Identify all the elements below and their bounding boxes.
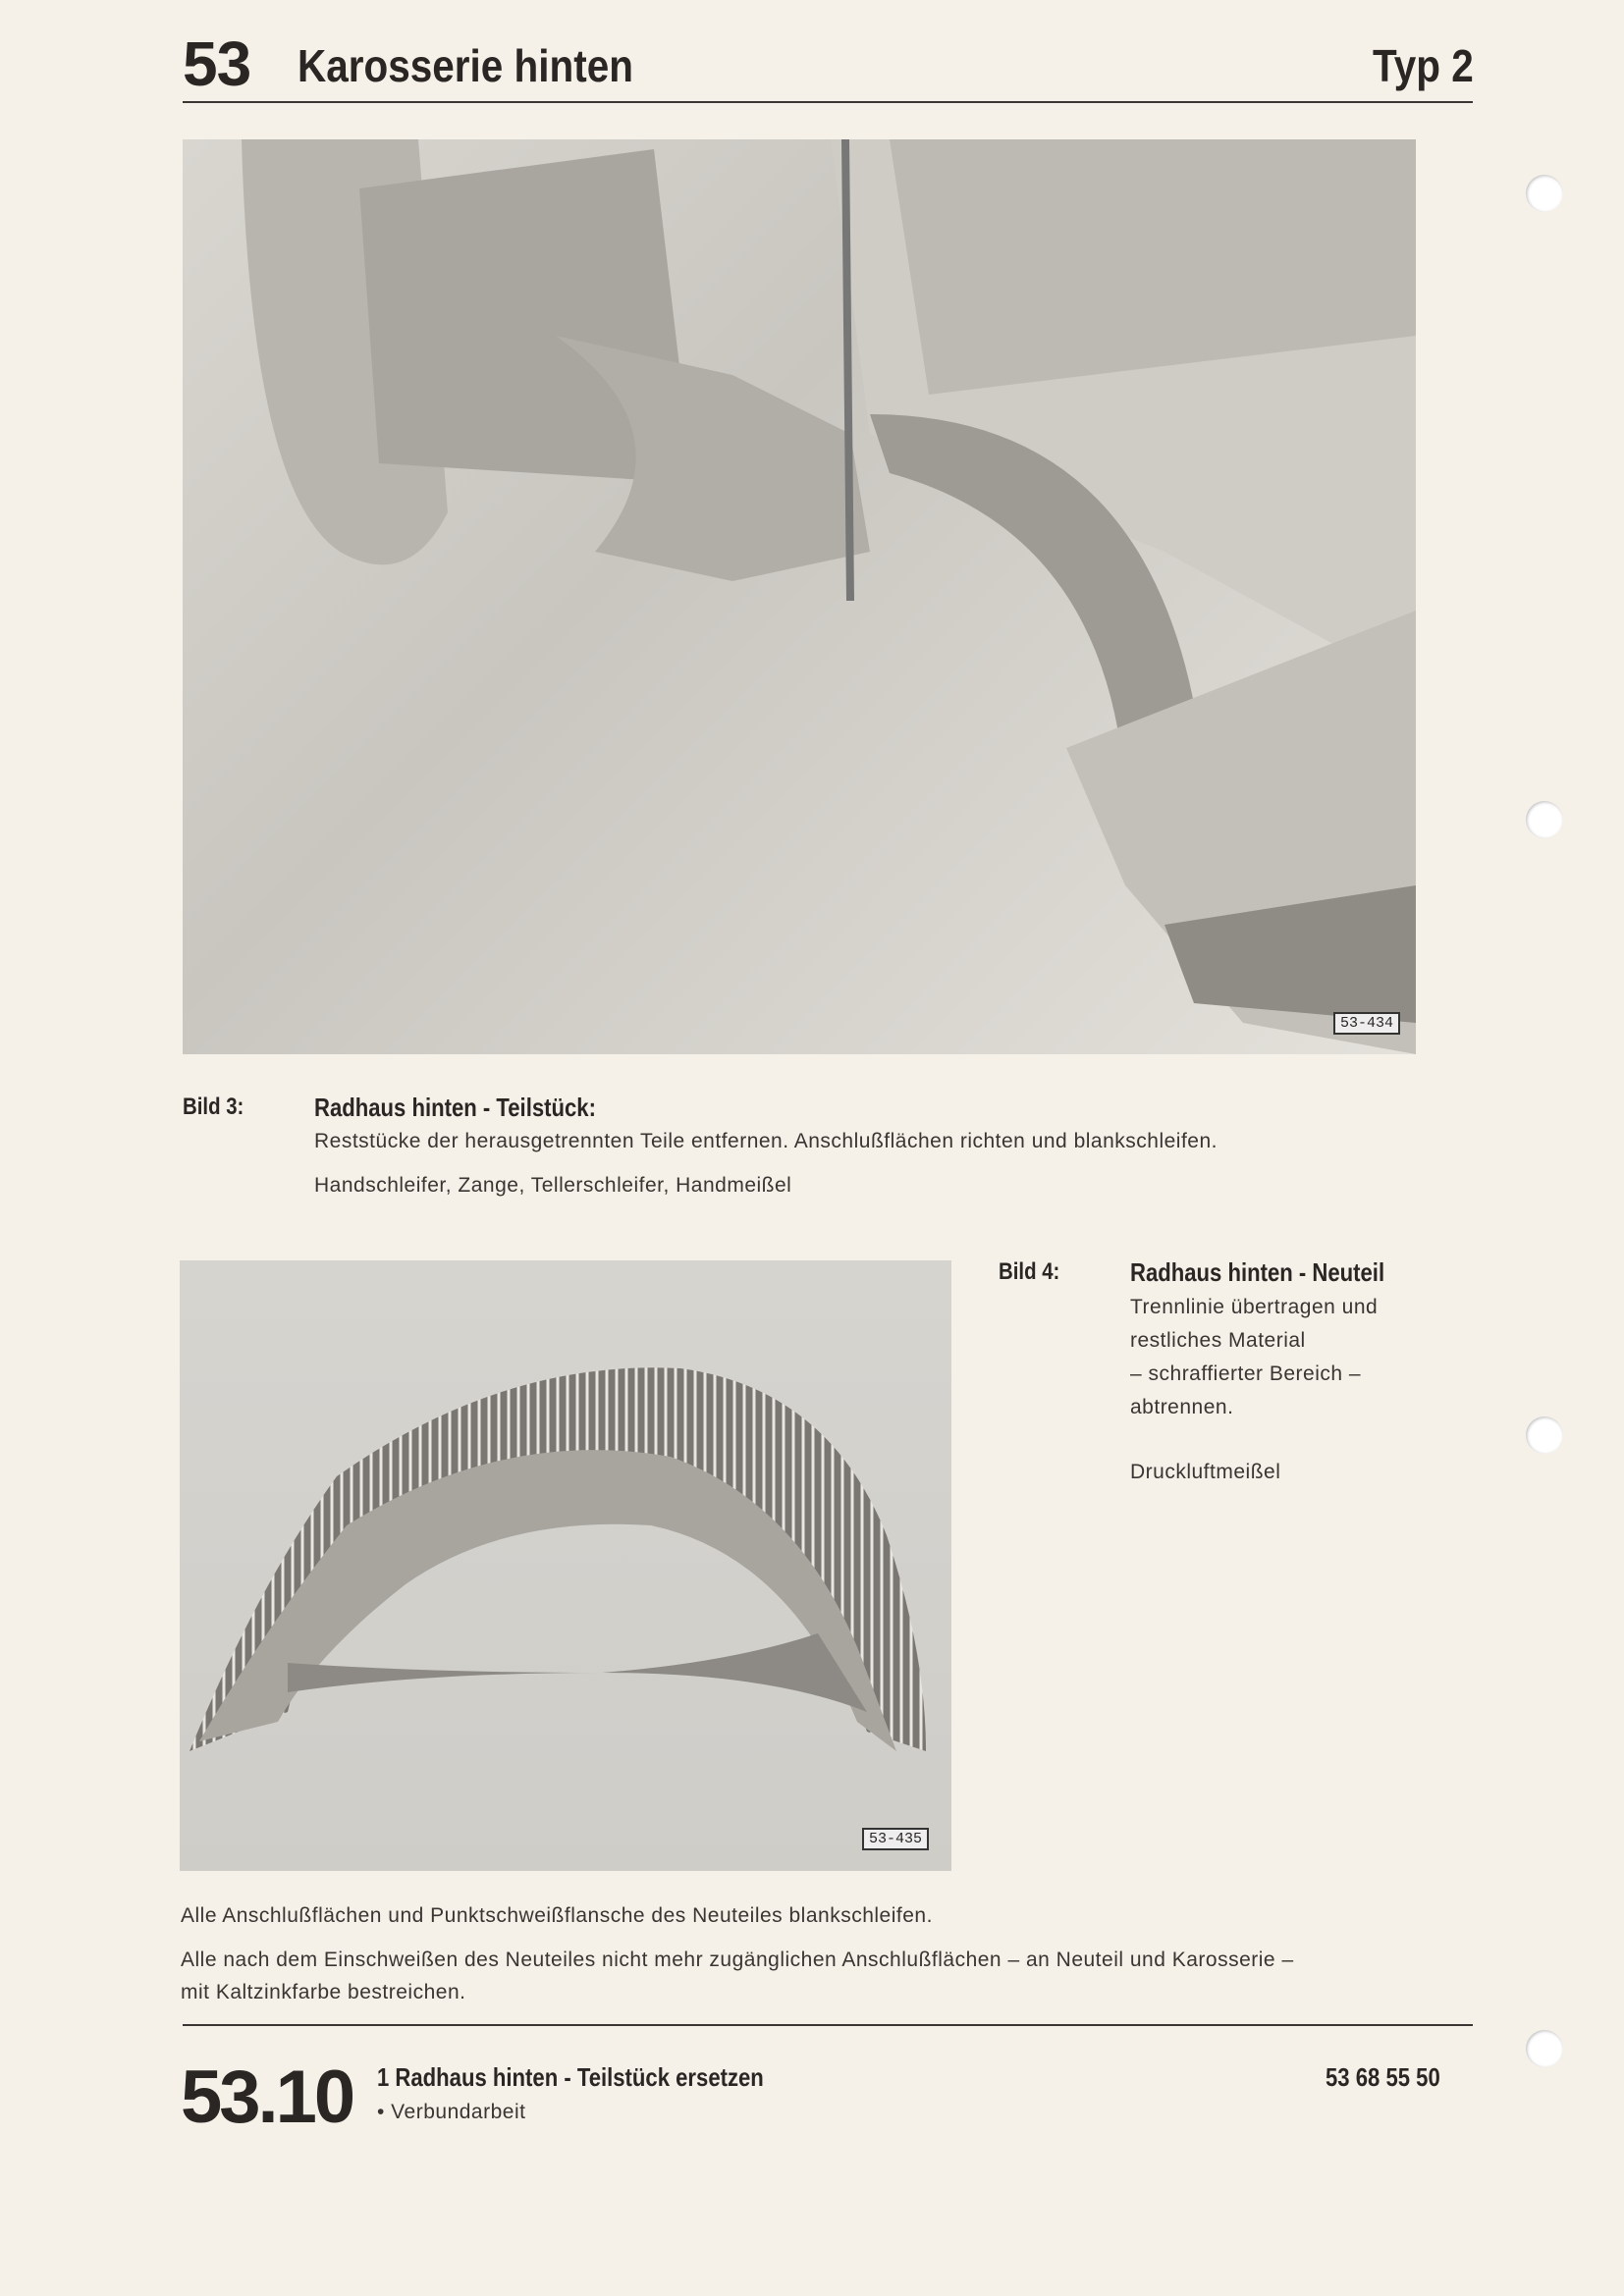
photo-bild-4 [180, 1260, 951, 1871]
photo-id-label: 53-434 [1333, 1012, 1400, 1035]
figure-label: Bild 3: [183, 1094, 244, 1120]
punch-hole [1526, 801, 1563, 838]
operation-code: 53 68 55 50 [1326, 2062, 1440, 2092]
figure-text-line: Trennlinie übertragen und [1130, 1296, 1379, 1318]
figure-text: Reststücke der herausgetrennten Teile entfernen. Anschlußflächen richten und blankschleifen. [314, 1130, 1218, 1152]
operation-number: 53.10 [181, 2056, 353, 2139]
operation-subtitle: • Verbundarbeit [377, 2101, 526, 2123]
figure-tools: Druckluftmeißel [1130, 1461, 1281, 1483]
rear-body-illustration [183, 139, 1416, 1054]
punch-hole [1526, 175, 1563, 212]
figure-text-line: – schraffierter Bereich – [1130, 1362, 1362, 1385]
punch-hole [1526, 2030, 1563, 2067]
footer-divider [183, 2024, 1473, 2026]
photo-id-label: 53-435 [862, 1828, 929, 1850]
figure-title: Radhaus hinten - Neuteil [1130, 1257, 1385, 1287]
operation-title: 1 Radhaus hinten - Teilstück ersetzen [377, 2062, 764, 2092]
note-paragraph: Alle Anschlußflächen und Punktschweißflansche des Neuteiles blankschleifen. [181, 1904, 933, 1927]
vehicle-type: Typ 2 [1373, 40, 1474, 91]
note-paragraph: mit Kaltzinkfarbe bestreichen. [181, 1981, 466, 2003]
section-number: 53 [183, 28, 251, 99]
figure-title: Radhaus hinten - Teilstück: [314, 1093, 596, 1122]
figure-tools: Handschleifer, Zange, Tellerschleifer, Handmeißel [314, 1174, 792, 1197]
punch-hole [1526, 1416, 1563, 1454]
note-paragraph: Alle nach dem Einschweißen des Neuteiles nicht mehr zugänglichen Anschlußflächen – an Neuteil und Karosserie – [181, 1949, 1294, 1971]
figure-label: Bild 4: [999, 1258, 1060, 1285]
figure-text-line: restliches Material [1130, 1329, 1306, 1352]
page-title: Karosserie hinten [298, 40, 633, 91]
figure-text-line: abtrennen. [1130, 1396, 1234, 1418]
header-divider [183, 101, 1473, 103]
photo-bild-3 [183, 139, 1416, 1054]
wheel-housing-illustration [180, 1260, 951, 1871]
